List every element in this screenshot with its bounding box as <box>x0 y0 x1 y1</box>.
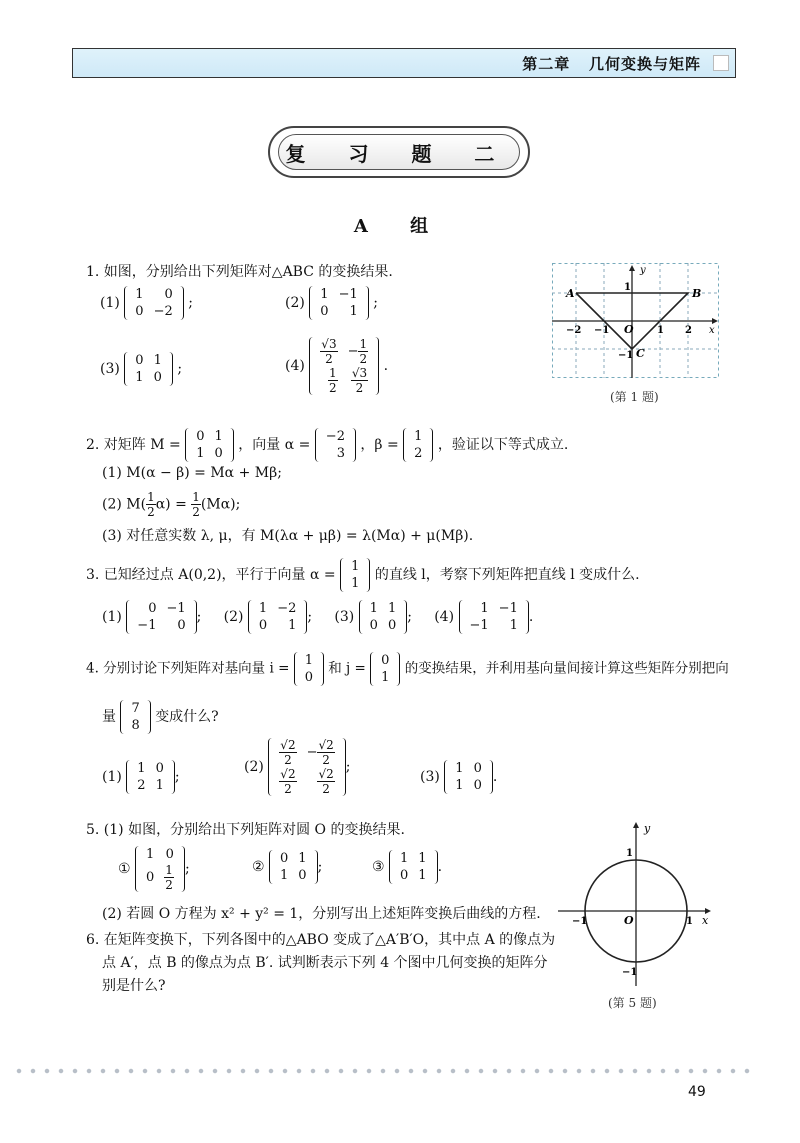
q6-line-3: 别是什么? <box>102 978 166 994</box>
q1-matrix-3: 0 1 1 0 <box>124 352 173 386</box>
q3-stem: 3. 已知经过点 A(0,2)，平行于向量 α = 1 1 的直线 l，考察下列矩阵把直线 l 变成什么. <box>86 559 640 591</box>
section-title-frame <box>268 126 530 178</box>
q2-vector-alpha: −2 3 <box>315 428 356 462</box>
q2-vector-beta: 1 2 <box>403 428 433 462</box>
q5-item-1: ① 1 0 0 $\frac{1}{2}$ ; <box>118 847 190 892</box>
fig5-caption: (第 5 题) <box>608 996 657 1010</box>
fig1-x-arrow <box>712 318 718 324</box>
q1-matrix-2: 1 −1 0 1 <box>309 286 368 320</box>
fig5-tick-xm1: −1 <box>572 916 588 927</box>
figure-1 <box>552 263 720 379</box>
q1-matrix-4: $\frac{√3}{2}$ − $\frac{1}{2}$ $\frac{1}{2}$ $\frac{√3}{2}$ <box>309 337 379 395</box>
chapter-title: 几何变换与矩阵 <box>588 55 701 73</box>
fig1-caption: (第 1 题) <box>610 390 659 404</box>
q5-matrix-2: 0 1 1 0 <box>269 850 318 884</box>
q4-matrix-1: 1 0 2 1 <box>126 760 175 794</box>
q1-matrix-1: 1 0 0 −2 <box>124 286 183 320</box>
fig1-y-arrow <box>629 265 635 271</box>
q1-item-1 <box>100 286 193 320</box>
q4-vector-v: 7 8 <box>120 700 150 734</box>
q2-part-3: (3) 对任意实数 λ, μ，有 M(λα + μβ) = λ(Mα) + μ(Mβ). <box>102 528 474 544</box>
q5-matrix-1: 1 0 0 $\frac{1}{2}$ <box>135 846 185 892</box>
q5-matrix-3: 1 1 0 1 <box>389 850 438 884</box>
q4-vector-j: 0 1 <box>370 652 400 686</box>
q2-part-2: (2) M( $\frac{1}{2}$ α) = $\frac{1}{2}$ (Mα); <box>102 490 241 519</box>
q1-sep-1: ; <box>188 295 193 311</box>
q3-matrix-4: 1 −1 −1 1 <box>459 600 529 634</box>
q4-matrix-2: $\frac{√2}{2}$ − $\frac{√2}{2}$ $\frac{√2}{2}$ $\frac{√2}{2}$ <box>268 738 345 796</box>
q5-part-2: (2) 若圆 O 方程为 x² + y² = 1，分别写出上述矩阵变换后曲线的方程. <box>102 906 541 922</box>
q1-sep-3: ; <box>177 361 183 377</box>
q1-stem: 1. 如图，分别给出下列矩阵对△ABC 的变换结果. <box>86 264 393 280</box>
q1-label-4: (4) <box>285 358 305 374</box>
group-title: A 组 <box>353 216 447 237</box>
fig1-tick-x2: 2 <box>685 325 692 336</box>
fig1-label-c: C <box>636 347 645 360</box>
fig1-tick-ym1: −1 <box>618 350 634 361</box>
fig5-label-y: y <box>644 822 651 835</box>
page-number: 49 <box>688 1084 706 1100</box>
q4-line-2: 量 7 8 变成什么? <box>102 701 219 733</box>
fig5-tick-x1: 1 <box>686 916 693 927</box>
fig5-label-x: x <box>702 914 709 927</box>
section-title: 复 习 题 二 <box>278 134 520 170</box>
fig1-label-x: x <box>709 325 715 336</box>
chapter-number: 第二章 <box>522 55 571 73</box>
q4-item-3: (3) 1 0 1 0 . <box>420 761 498 793</box>
q3-items: (1) 0 −1 −1 0 ; (2) 1 −2 0 1 ; (3) 1 1 0 0 ; (4) 1 −1 −1 1 . <box>102 601 534 633</box>
q5-item-3: ③ 1 1 0 1 . <box>372 851 443 883</box>
q3-vector-alpha: 1 1 <box>340 558 370 592</box>
fig5-label-o: O <box>624 914 634 927</box>
q4-stem: 4. 分别讨论下列矩阵对基向量 i = 1 0 和 j = 0 1 的变换结果，并利用基向量间接计算这些矩阵分别把向 <box>86 653 729 685</box>
q3-matrix-3: 1 1 0 0 <box>359 600 408 634</box>
q3-matrix-2: 1 −2 0 1 <box>248 600 307 634</box>
q1-item-3 <box>100 352 182 386</box>
q1-sep-2: ; <box>373 295 378 311</box>
fig1-label-y: y <box>640 265 646 276</box>
q2-part-1: (1) M(α − β) = Mα + Mβ; <box>102 465 282 481</box>
chapter-header-bar <box>72 48 736 78</box>
q1-item-4 <box>285 337 388 395</box>
q5-item-2: ② 0 1 1 0 ; <box>252 851 323 883</box>
fig1-tick-x1: 1 <box>657 325 664 336</box>
fig5-y-arrow <box>633 822 639 828</box>
q3-matrix-1: 0 −1 −1 0 <box>126 600 196 634</box>
fig1-tick-xm2: −2 <box>566 325 582 336</box>
q6-line-2: 点 A′，点 B 的像点为点 B′. 试判断表示下列 4 个图中几何变换的矩阵分 <box>102 955 548 971</box>
fig5-tick-ym1: −1 <box>622 967 638 978</box>
q6-line-1: 6. 在矩阵变换下，下列各图中的△ABO 变成了△A′B′O，其中点 A 的像点为 <box>86 932 556 948</box>
fig1-tick-xm1: −1 <box>594 325 610 336</box>
footer-dotted-divider <box>12 1068 752 1074</box>
fig1-tick-y1: 1 <box>624 282 631 293</box>
q1-end: . <box>383 358 389 374</box>
figure-5 <box>558 818 718 988</box>
q1-label-3: (3) <box>100 361 120 377</box>
q1-item-2 <box>285 286 378 320</box>
fig5-tick-y1: 1 <box>626 848 633 859</box>
chapter-header <box>522 53 701 74</box>
q4-vector-i: 1 0 <box>294 652 324 686</box>
fig1-label-o: O <box>624 323 634 336</box>
q1-label-1: (1) <box>100 295 120 311</box>
q1-label-2: (2) <box>285 295 305 311</box>
q2-stem: 2. 对矩阵 M = 0 1 1 0 ，向量 α = −2 3 ，β = 1 2 ，验证以下等式成立. <box>86 429 569 461</box>
q2-matrix-m: 0 1 1 0 <box>185 428 234 462</box>
q5-stem: 5. (1) 如图，分别给出下列矩阵对圆 O 的变换结果. <box>86 822 405 838</box>
fig1-label-b: B <box>692 287 702 300</box>
q4-item-2: (2) $\frac{√2}{2}$ − $\frac{√2}{2}$ $\frac{√2}{2}$ $\frac{√2}{2}$ ; <box>244 738 351 796</box>
fig1-label-a: A <box>566 287 575 300</box>
header-square-decoration <box>713 55 729 71</box>
q4-matrix-3: 1 0 1 0 <box>444 760 493 794</box>
q4-item-1: (1) 1 0 2 1 ; <box>102 761 180 793</box>
